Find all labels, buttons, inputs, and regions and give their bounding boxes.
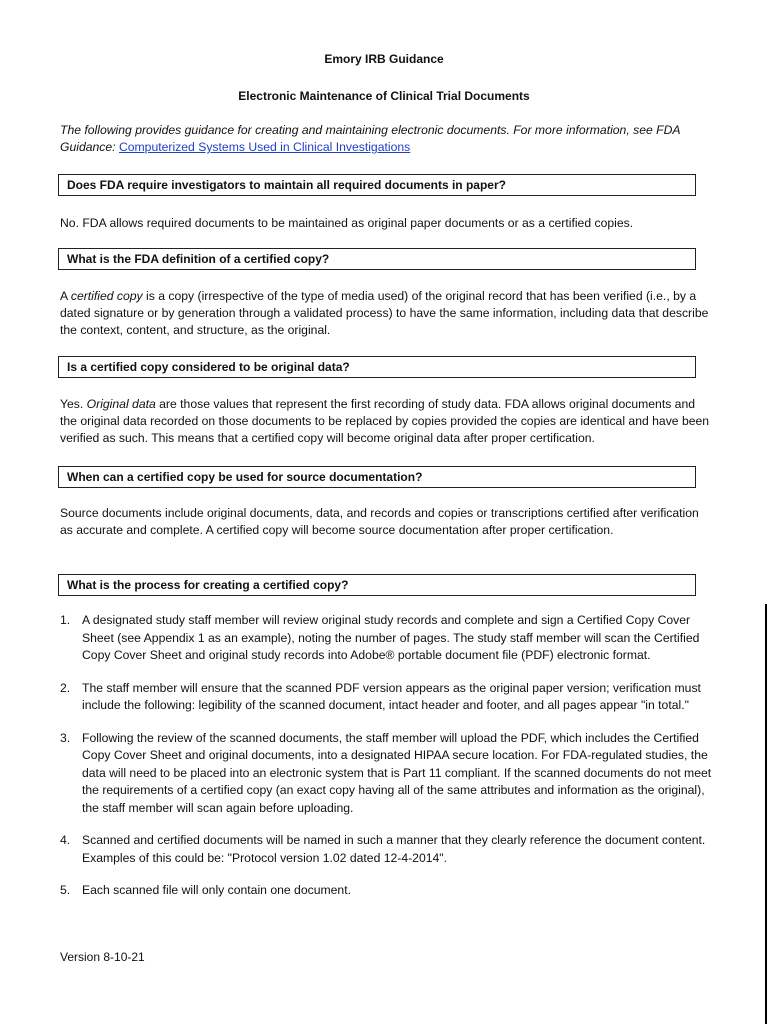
question-box-4: When can a certified copy be used for source documentation? (58, 466, 696, 488)
page-subtitle: Electronic Maintenance of Clinical Trial Documents (238, 89, 530, 103)
question-box-2: What is the FDA definition of a certified copy? (58, 248, 696, 270)
answer-3-prefix: Yes. (60, 397, 87, 411)
question-box-5: What is the process for creating a certified copy? (58, 574, 696, 596)
intro-paragraph (60, 122, 715, 156)
version-footer: Version 8-10-21 (60, 950, 145, 964)
step-text: The staff member will ensure that the scanned PDF version appears as the original paper version; verification must include the following: legibility of the scanned document, intact header and footer, and all pages appear "in total." (82, 680, 701, 712)
page-title: Emory IRB Guidance (324, 52, 444, 66)
answer-2-term: certified copy (70, 289, 143, 303)
list-item (60, 882, 712, 900)
step-number: 1. (60, 613, 71, 627)
step-number: 4. (60, 833, 71, 847)
step-text: A designated study staff member will review original study records and complete and sign a Certified Copy Cover Sheet (see Appendix 1 as an example), noting the number of pages. The study staff member will scan the Certified Copy Cover Sheet and original study records into Adobe® portable document file (PDF) electronic format. (82, 613, 700, 662)
step-text: Following the review of the scanned documents, the staff member will upload the PDF, which includes the Certified Copy Cover Sheet and original documents, into a designated HIPAA secure location. For FDA-regulated studies, the data will need to be placed into an electronic system that is Part 11 compliant. If the scanned documents do not meet the requirements of a certified copy (an exact copy having all of the same attributes and information as the original), the staff member will scan again before uploading. (82, 730, 712, 815)
question-box-3: Is a certified copy considered to be original data? (58, 356, 696, 378)
list-item (60, 612, 712, 665)
list-item (60, 680, 712, 715)
answer-3-rest: are those values that represent the first recording of study data. FDA allows original documents and the original data recorded on those documents to be replaced by copies provided the copies are identical and have been verified as such. This means that a certified copy will become original data after proper certification. (60, 397, 710, 445)
answer-4: Source documents include original documents, data, and records and copies or transcriptions certified after verification as accurate and complete. A certified copy will become source documentation after proper certification. (60, 506, 699, 537)
fda-guidance-link[interactable]: Computerized Systems Used in Clinical Investigations (118, 140, 411, 154)
answer-2-rest: is a copy (irrespective of the type of media used) of the original record that has been verified (i.e., by a dated signature or by generation through a validated process) to have the same information, including data that describe the context, content, and structure, as the original. (60, 289, 709, 337)
step-number: 3. (60, 730, 71, 745)
answer-3 (60, 396, 715, 447)
answer-2 (60, 288, 715, 339)
scrollbar[interactable] (765, 604, 767, 1024)
process-steps-list (60, 612, 712, 900)
list-item (60, 730, 712, 818)
step-text: Scanned and certified documents will be named in such a manner that they clearly reference the document content. Examples of this could be: "Protocol version 1.02 dated 12-4-2014". (82, 833, 706, 865)
answer-2-prefix: A (60, 289, 71, 303)
answer-3-term: Original data (86, 397, 156, 411)
answer-1: No. FDA allows required documents to be maintained as original paper documents or as a certified copies. (60, 216, 634, 230)
intro-text: The following provides guidance for creating and maintaining electronic documents. For more information, see FDA Guidance: (60, 123, 681, 154)
step-number: 2. (60, 680, 71, 695)
question-box-1: Does FDA require investigators to maintain all required documents in paper? (58, 174, 696, 196)
list-item (60, 832, 712, 867)
step-number: 5. (60, 883, 71, 897)
step-text: Each scanned file will only contain one document. (82, 883, 351, 897)
